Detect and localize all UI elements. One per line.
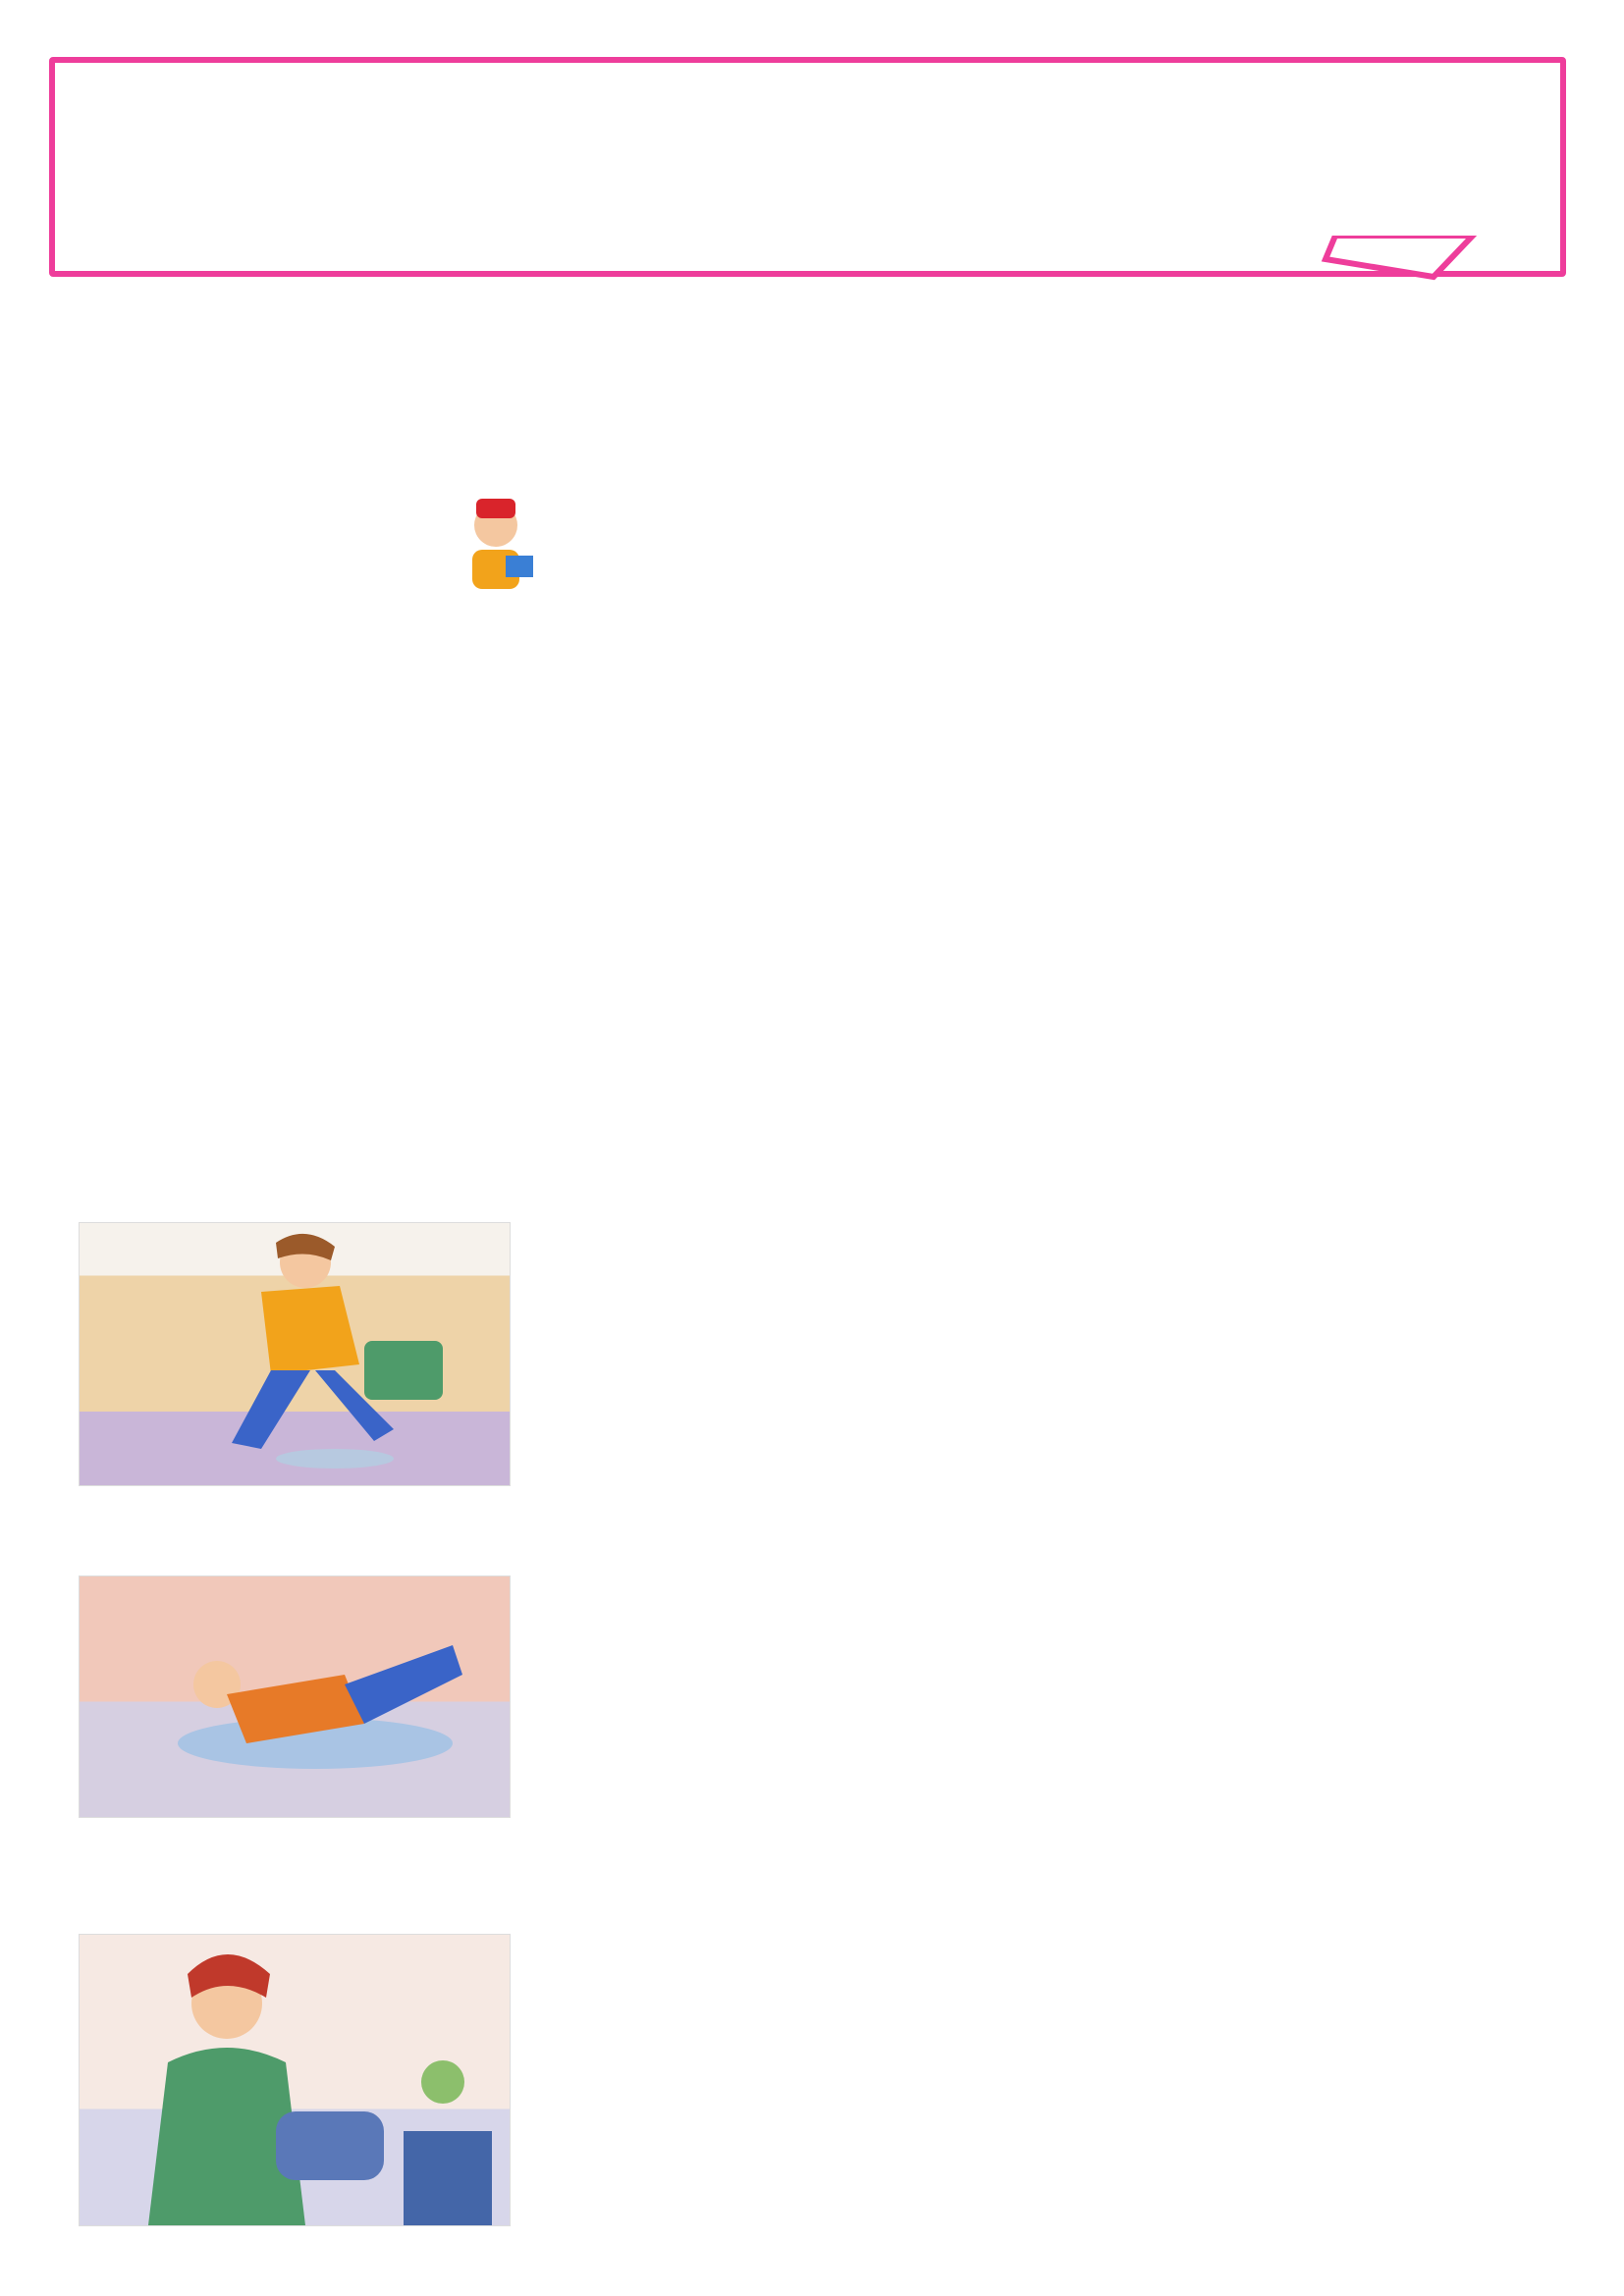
boy-reading-icon [182,491,555,618]
flower-border-right [1585,0,1624,2296]
picture-boy-running [79,1222,511,1486]
header-tail-icon [1316,236,1492,294]
writing-grid[interactable] [581,1180,1577,2250]
flower-border-top [0,0,1624,39]
mektabeti-logo [182,491,555,618]
picture-boy-falling [79,1575,511,1818]
flower-border-bottom [0,2257,1624,2296]
flower-border-left [0,0,39,2296]
picture-mother-drying-hair [79,1934,511,2226]
